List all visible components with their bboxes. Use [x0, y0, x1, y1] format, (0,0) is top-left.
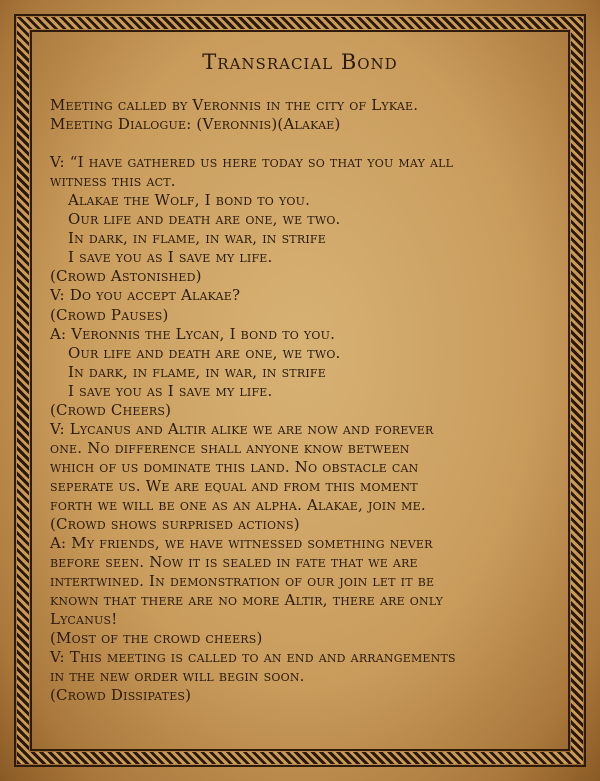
- text-line: (Crowd Dissipates): [50, 686, 192, 705]
- text-line: which of us dominate this land. No obstacle can: [50, 457, 419, 476]
- text-line: Our life and death are one, we two.: [68, 210, 341, 229]
- text-line: (Crowd Pauses): [50, 305, 169, 324]
- text-line: A: My friends, we have witnessed something never: [50, 534, 433, 553]
- text-line: (Crowd Cheers): [50, 400, 172, 419]
- text-line: seperate us. We are equal and from this moment: [50, 476, 418, 495]
- text-line: (Crowd Astonished): [50, 267, 202, 286]
- text-line: one. No difference shall anyone know between: [50, 438, 410, 457]
- text-line: In dark, in flame, in war, in strife: [68, 362, 326, 381]
- text-line: V: “I have gathered us here today so that you may all: [50, 153, 454, 172]
- text-line: Alakae the Wolf, I bond to you.: [68, 191, 311, 210]
- text-line: witness this act.: [50, 172, 176, 191]
- document-body: [50, 96, 550, 706]
- text-line: Meeting called by Veronnis in the city of Lykae.: [50, 96, 419, 114]
- text-line: before seen. Now it is sealed in fate that we are: [50, 553, 418, 572]
- text-line: forth we will be one as an alpha. Alakae, join me.: [50, 495, 426, 514]
- document-title: Transracial Bond: [202, 50, 398, 74]
- text-line: known that there are no more Altir, there are only: [50, 591, 444, 610]
- text-line: I save you as I save my life.: [68, 381, 273, 400]
- text-line: V: Lycanus and Altir alike we are now and forever: [50, 419, 434, 438]
- text-line: I save you as I save my life.: [68, 248, 273, 267]
- text-line: Our life and death are one, we two.: [68, 343, 341, 362]
- text-line: A: Veronnis the Lycan, I bond to you.: [50, 324, 336, 343]
- text-line: (Most of the crowd cheers): [50, 629, 263, 648]
- text-line: intertwined. In demonstration of our join let it be: [50, 572, 435, 591]
- text-line: Meeting Dialogue: (Veronnis)(Alakae): [50, 115, 341, 134]
- text-line: (Crowd shows surprised actions): [50, 515, 300, 534]
- text-line: Lycanus!: [50, 610, 118, 629]
- text-line: In dark, in flame, in war, in strife: [68, 229, 326, 248]
- text-line: V: This meeting is called to an end and arrangements: [50, 648, 456, 667]
- text-line: in the new order will begin soon.: [50, 667, 305, 686]
- blank-line: [50, 134, 550, 153]
- text-line: V: Do you accept Alakae?: [50, 286, 241, 305]
